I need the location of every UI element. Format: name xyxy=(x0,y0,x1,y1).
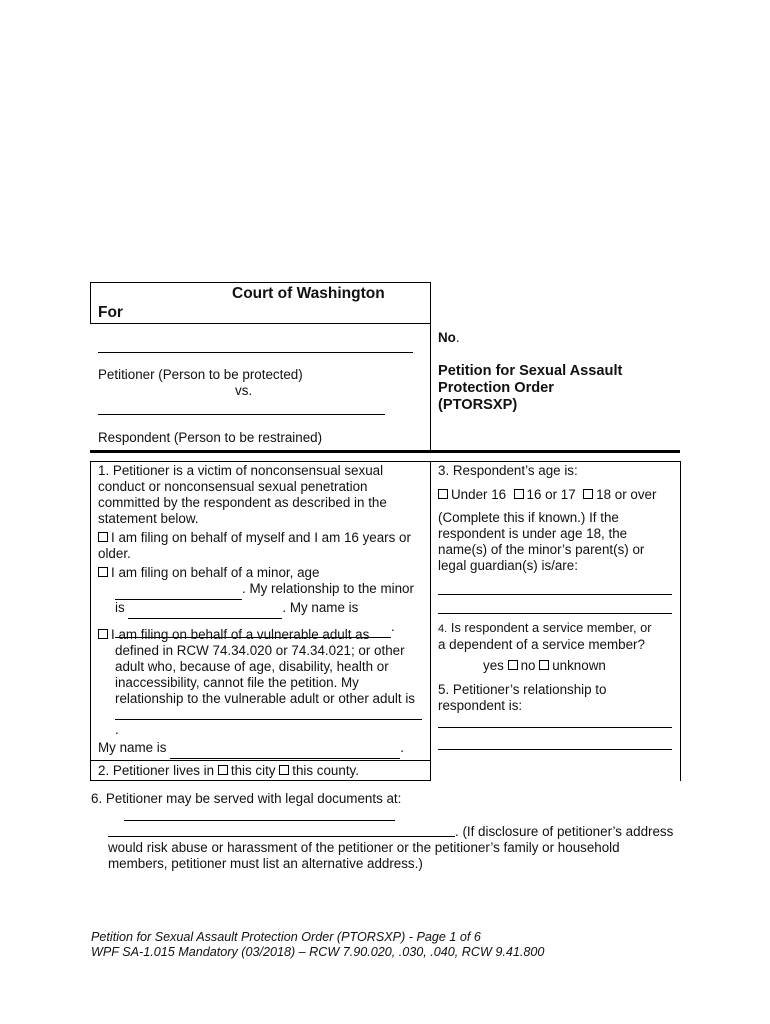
section-6-heading: 6. Petitioner may be served with legal documents at: xyxy=(91,791,402,806)
section-1-line-1: 1. Petitioner is a victim of nonconsensual sexual xyxy=(98,463,384,478)
section-1-text xyxy=(98,463,426,527)
county-for-label: For xyxy=(98,304,123,321)
case-number-label: No xyxy=(438,330,456,345)
service-member-unknown: unknown xyxy=(552,658,606,673)
18-or-over-checkbox[interactable] xyxy=(583,489,593,499)
section-2-city: this city xyxy=(230,763,276,778)
relationship-field-1[interactable] xyxy=(438,727,672,728)
petition-title-line-2: Protection Order xyxy=(438,380,554,396)
option-va-line-3: adult who, because of age, disability, health or xyxy=(115,659,389,674)
service-address-field-1[interactable] xyxy=(124,820,395,821)
option-va-line-5: relationship to the vulnerable adult or other adult is xyxy=(115,691,415,706)
age-18-or-over: 18 or over xyxy=(596,487,657,502)
section-5-line-2: respondent is: xyxy=(438,698,523,713)
section-5-line-1: 5. Petitioner’s relationship to xyxy=(438,682,607,697)
option-va-line-4: inaccessibility, cannot file the petition. My xyxy=(115,675,359,690)
section-4-text xyxy=(438,620,678,653)
footer-line-2: WPF SA-1.015 Mandatory (03/2018) – RCW 7.90.020, .030, .040, RCW 9.41.800 xyxy=(91,945,545,959)
16-or-17-checkbox[interactable] xyxy=(514,489,524,499)
my-name-end: . xyxy=(400,740,404,755)
option-minor-line-1: I am filing on behalf of a minor, age xyxy=(111,565,320,580)
my-name-field[interactable] xyxy=(170,742,400,759)
minor-checkbox[interactable] xyxy=(98,567,108,577)
section-2-lead: 2. Petitioner lives in xyxy=(98,763,215,778)
option-minor-relationship: . My relationship to the minor xyxy=(242,581,414,596)
footer xyxy=(91,930,544,960)
section-4-number: 4. xyxy=(438,623,448,635)
section-2-county: this county. xyxy=(292,763,359,778)
my-name-label: My name is xyxy=(98,740,167,755)
vulnerable-adult-checkbox[interactable] xyxy=(98,629,108,639)
respondent-name-line[interactable] xyxy=(98,414,385,415)
option-vulnerable-adult xyxy=(98,627,426,707)
case-number xyxy=(438,330,460,346)
option-va-line-1: I am filing on behalf of a vulnerable adult as xyxy=(111,627,370,642)
caption-divider xyxy=(430,323,431,451)
option-minor-is: is xyxy=(115,600,125,615)
my-name-row xyxy=(98,740,404,759)
service-member-options xyxy=(483,658,606,674)
section-4-line-1: Is respondent a service member, or xyxy=(450,620,652,635)
service-member-no: no xyxy=(520,658,536,673)
petitioner-name-line[interactable] xyxy=(98,352,413,353)
section-6-line-1: . (If disclosure of petitioner’s address xyxy=(455,824,674,839)
section-3-note xyxy=(438,510,678,574)
guardian-name-field-2[interactable] xyxy=(438,613,672,614)
petition-title-line-3: (PTORSXP) xyxy=(438,397,518,413)
service-member-yes: yes xyxy=(483,658,504,673)
section-6-body xyxy=(108,824,698,872)
option-self xyxy=(98,530,426,562)
section-2-row xyxy=(98,763,359,779)
versus-label: vs. xyxy=(235,383,253,398)
county-checkbox[interactable] xyxy=(279,765,289,775)
section-6-line-2: would risk abuse or harassment of the petitioner or the petitioner’s family or household xyxy=(108,840,620,855)
caption-rule xyxy=(90,450,680,453)
case-number-dot: . xyxy=(455,330,460,345)
option-va-end: . xyxy=(115,722,119,737)
service-member-unknown-checkbox[interactable] xyxy=(539,660,549,670)
section-1-line-4: statement below. xyxy=(98,511,199,526)
section-3-note-line-1: (Complete this if known.) If the xyxy=(438,510,619,525)
section-4-line-2: a dependent of a service member? xyxy=(438,637,645,652)
city-checkbox[interactable] xyxy=(218,765,228,775)
option-minor-name-label: . My name is xyxy=(282,600,359,615)
relationship-field-2[interactable] xyxy=(438,749,672,750)
guardian-name-field-1[interactable] xyxy=(438,594,672,595)
vulnerable-adult-relationship-field[interactable] xyxy=(115,719,422,720)
section-1-line-3: committed by the respondent as described in the xyxy=(98,495,387,510)
petition-title-line-1: Petition for Sexual Assault xyxy=(438,363,623,379)
minor-age-field[interactable] xyxy=(115,583,242,600)
age-under-16: Under 16 xyxy=(451,487,507,502)
option-self-line-1: I am filing on behalf of myself and I am 16 years or xyxy=(111,530,411,545)
petitioner-caption: Petitioner (Person to be protected) xyxy=(98,367,303,382)
respondent-caption: Respondent (Person to be restrained) xyxy=(98,430,323,445)
petition-title xyxy=(438,363,622,414)
self-checkbox[interactable] xyxy=(98,532,108,542)
footer-line-1: Petition for Sexual Assault Protection Order (PTORSXP) - Page 1 of 6 xyxy=(91,930,481,944)
section-3-note-line-2: respondent is under age 18, the xyxy=(438,526,628,541)
section-1-line-2: conduct or nonconsensual sexual penetration xyxy=(98,479,368,494)
option-va-line-2: defined in RCW 74.34.020 or 74.34.021; or other xyxy=(115,643,405,658)
section-3-note-line-4: legal guardian(s) is/are: xyxy=(438,558,578,573)
section-6-line-3: members, petitioner must list an alternative address.) xyxy=(108,856,423,871)
right-column-border xyxy=(680,461,681,781)
section-5-text xyxy=(438,682,678,714)
section-3-note-line-3: name(s) of the minor’s parent(s) or xyxy=(438,542,645,557)
service-member-no-checkbox[interactable] xyxy=(508,660,518,670)
under-16-checkbox[interactable] xyxy=(438,489,448,499)
minor-relationship-field[interactable] xyxy=(128,602,282,619)
option-self-line-2: older. xyxy=(98,546,131,561)
section-3-heading: 3. Respondent’s age is: xyxy=(438,463,578,478)
right-column-top xyxy=(430,461,681,462)
age-16-or-17: 16 or 17 xyxy=(526,487,576,502)
option-minor-end: . xyxy=(391,619,395,634)
age-options xyxy=(438,487,656,503)
court-title: Court of Washington xyxy=(232,285,385,302)
